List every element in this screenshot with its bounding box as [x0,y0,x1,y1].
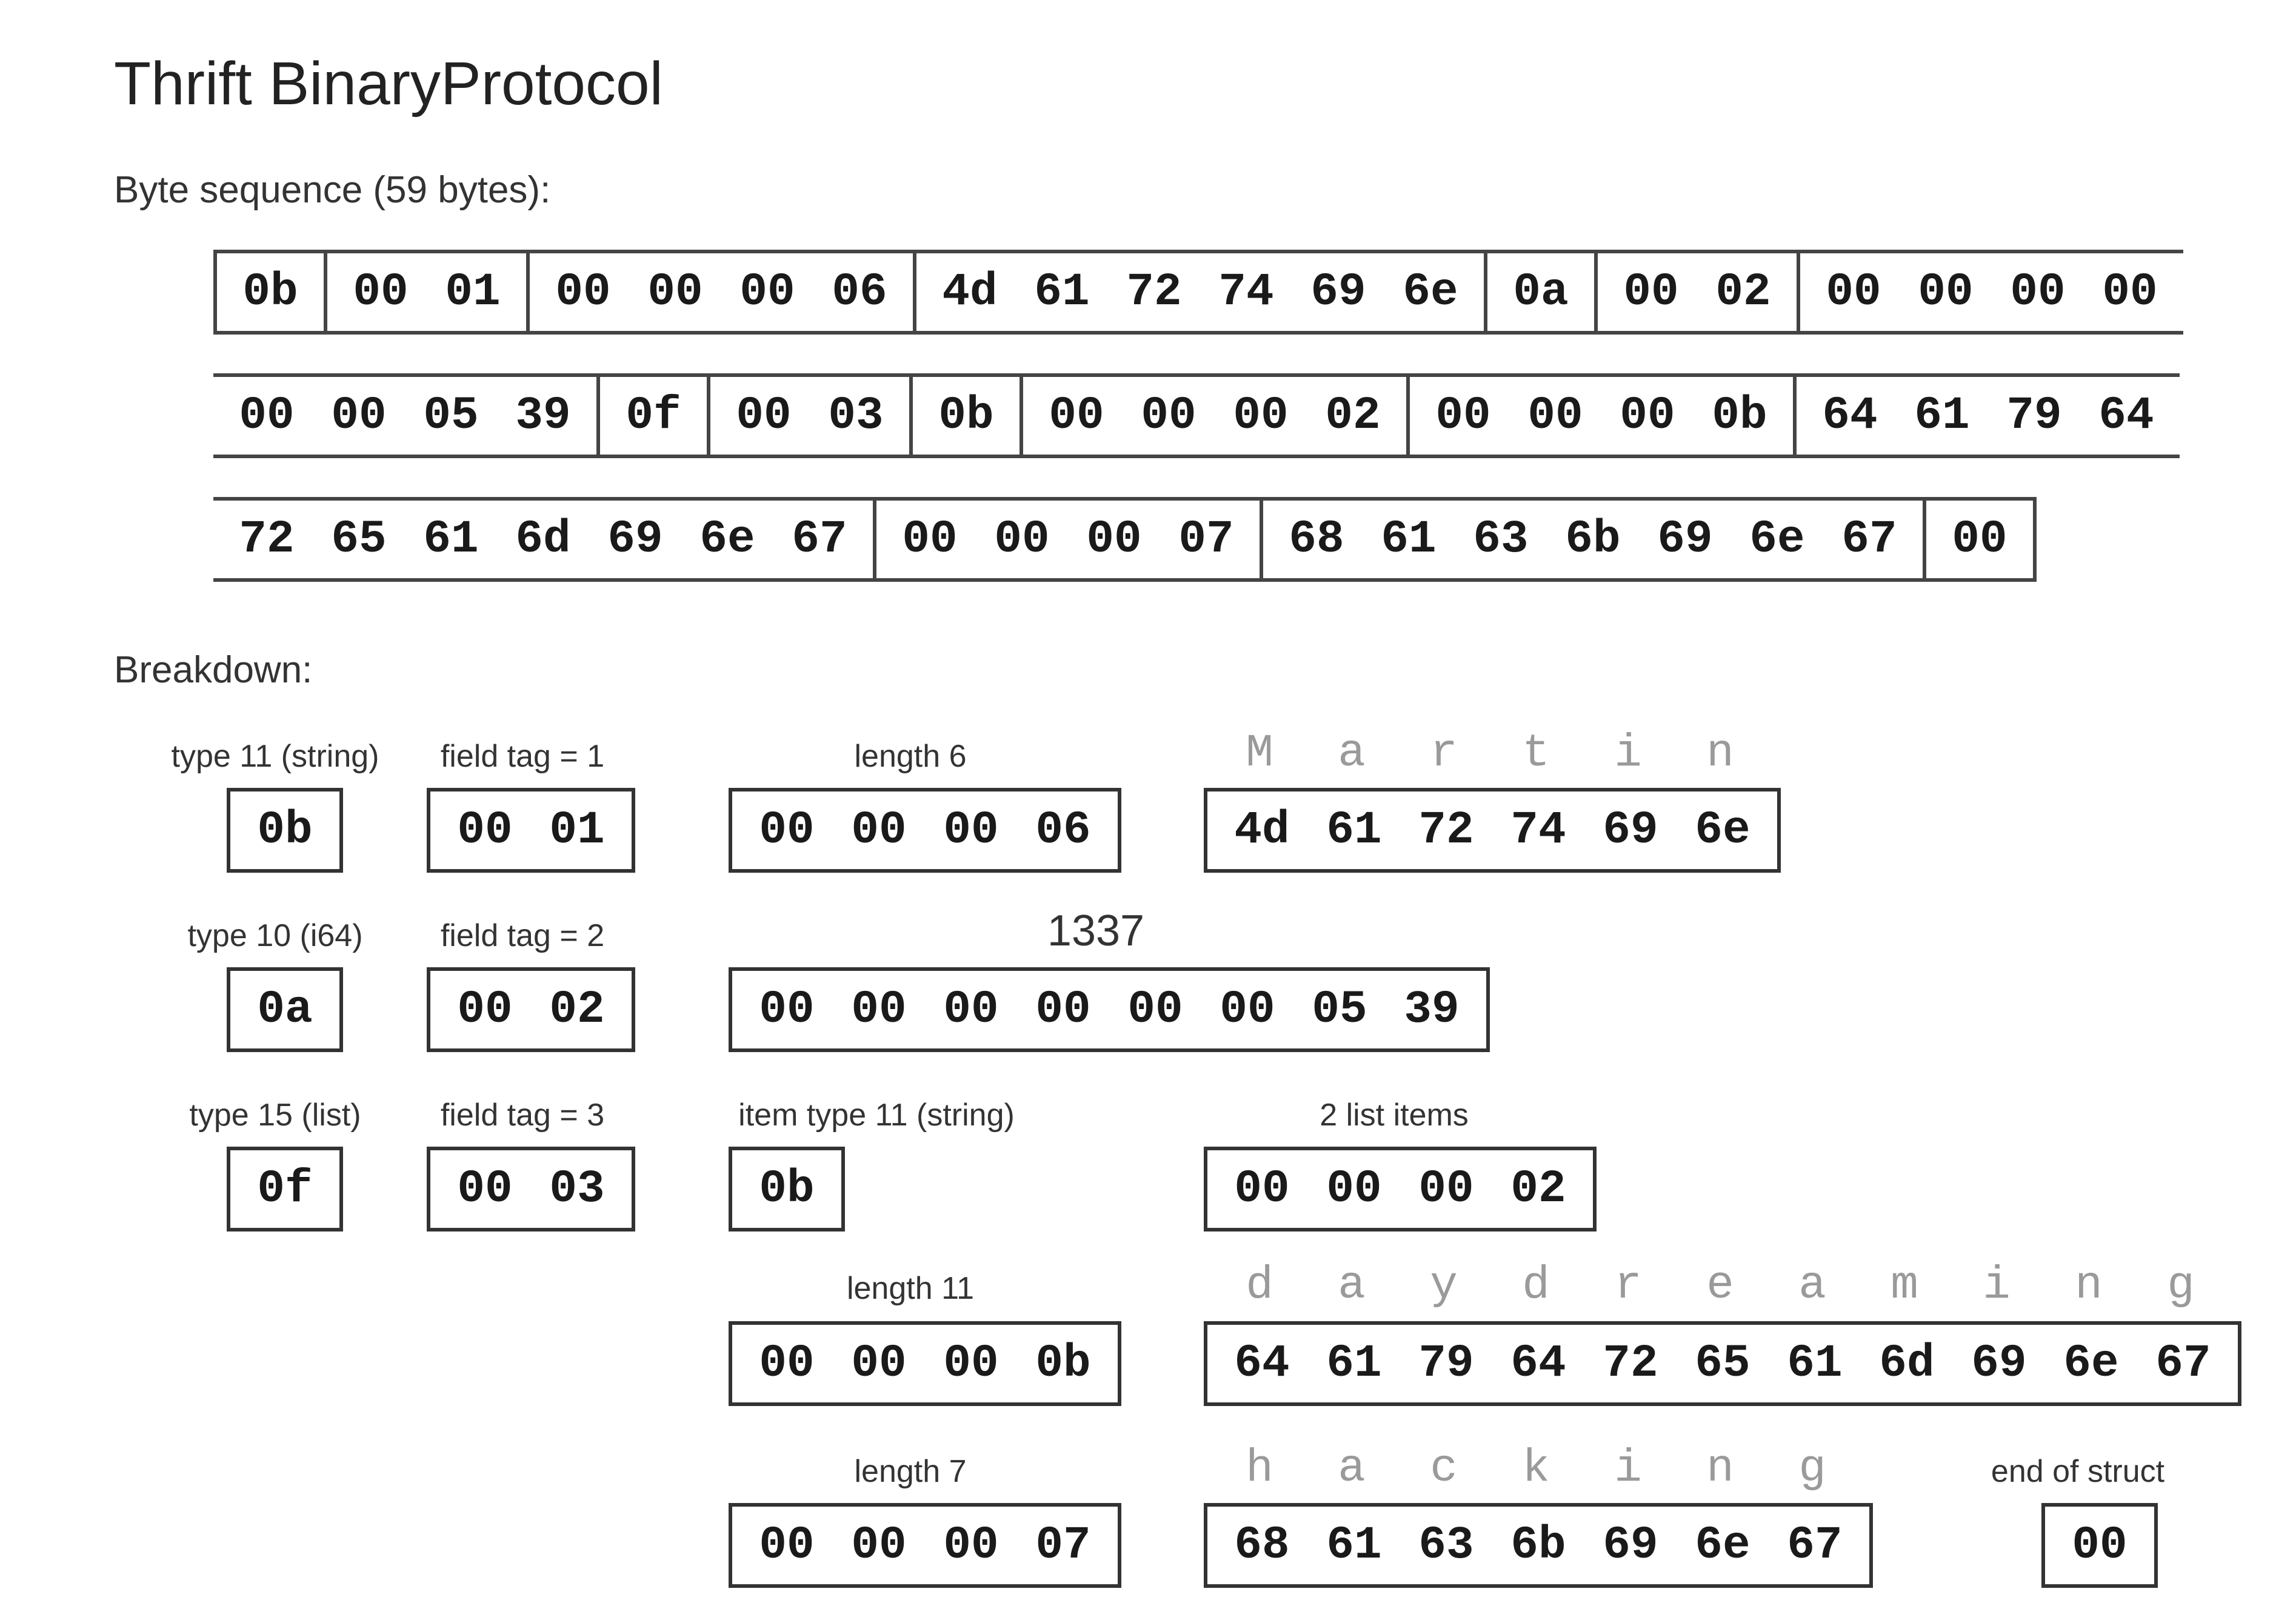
hex-byte: 00 [851,1519,907,1571]
hex-byte: 00 [943,1519,999,1571]
ascii-char: a [1798,1259,1826,1311]
hex-byte: 07 [1035,1519,1091,1571]
hex-byte: 00 [1918,266,1974,318]
hex-byte: 00 [759,1519,815,1571]
hex-byte: 00 [943,1338,999,1390]
string-bytes-martin [1204,788,1781,873]
hex-byte: 00 [1234,1163,1290,1215]
hex-byte: 00 [1952,513,2007,565]
hex-byte: 00 [1435,390,1491,442]
hex-byte: 79 [1418,1338,1474,1390]
hex-byte: 64 [2098,390,2154,442]
hex-byte: 00 [2072,1519,2127,1571]
hex-byte: 00 [555,266,611,318]
hex-byte: 00 [1049,390,1104,442]
hex-byte: 00 [1220,984,1275,1036]
string-bytes-hacking [1204,1503,1873,1588]
byte-row-2 [213,373,2180,458]
hex-byte: 07 [1178,513,1234,565]
hex-byte: 65 [331,513,387,565]
ascii-char: d [1246,1259,1273,1311]
hex-byte: 00 [851,984,907,1036]
hex-byte: 00 [647,266,703,318]
hex-byte: 6e [699,513,755,565]
ascii-char: n [2075,1259,2103,1311]
hex-byte: 01 [549,804,605,856]
hex-byte: 68 [1234,1519,1290,1571]
hex-byte: 61 [1381,513,1437,565]
hex-byte: 00 [239,390,295,442]
ascii-char: h [1246,1442,1273,1495]
hex-byte: 6b [1510,1519,1566,1571]
end-of-struct-box [2041,1503,2158,1588]
byte-group [873,501,1260,578]
hex-byte: 61 [423,513,479,565]
hex-byte: 4d [942,266,998,318]
hex-byte: 0b [938,390,994,442]
type-label-string: type 11 (string) [171,739,379,774]
byte-group [596,377,707,455]
hex-byte: 39 [515,390,571,442]
ascii-char: d [1522,1259,1550,1311]
hex-byte: 00 [1127,984,1183,1036]
byte-row-3 [213,497,2037,582]
hex-byte: 61 [1034,266,1090,318]
hex-byte: 6e [1749,513,1805,565]
hex-byte: 00 [1620,390,1675,442]
ascii-char: g [2167,1259,2195,1311]
ascii-char: a [1338,1259,1366,1311]
hex-byte: 02 [1325,390,1381,442]
hex-byte: 0a [257,984,313,1036]
hex-byte: 01 [445,266,501,318]
hex-byte: 67 [1787,1519,1843,1571]
ascii-char: a [1338,727,1366,779]
hex-byte: 69 [1603,804,1658,856]
type-byte-box [227,788,343,873]
hex-byte: 69 [607,513,663,565]
hex-byte: 00 [1623,266,1679,318]
hex-byte: 69 [1310,266,1366,318]
ascii-char: i [1614,727,1642,779]
hex-byte: 00 [759,1338,815,1390]
ascii-char: n [1706,727,1734,779]
byte-group [1594,253,1797,331]
type-byte-box-list [227,1147,343,1231]
length-label-6: length 6 [854,739,967,774]
hex-byte: 02 [549,984,605,1036]
byte-sequence-label: Byte sequence (59 bytes): [114,169,551,211]
hex-byte: 00 [2102,266,2158,318]
hex-byte: 68 [1289,513,1344,565]
hex-byte: 65 [1695,1338,1750,1390]
list-count-label: 2 list items [1320,1098,1469,1133]
ascii-char: M [1246,727,1273,779]
hex-byte: 00 [943,804,999,856]
hex-byte: 00 [1035,984,1091,1036]
hex-byte: 6d [1879,1338,1935,1390]
hex-byte: 02 [1715,266,1771,318]
hex-byte: 72 [1126,266,1182,318]
hex-byte: 69 [1603,1519,1658,1571]
hex-byte: 00 [457,1163,513,1215]
hex-byte: 0b [1035,1338,1091,1390]
hex-byte: 0b [257,804,313,856]
byte-row-1 [213,250,2183,335]
hex-byte: 74 [1218,266,1274,318]
hex-byte: 6d [515,513,571,565]
ascii-chars-hacking [1213,1442,1858,1495]
byte-group [1484,253,1594,331]
hex-byte: 00 [851,804,907,856]
hex-byte: 61 [1326,804,1382,856]
ascii-char: a [1338,1442,1366,1495]
hex-byte: 0b [242,266,298,318]
hex-byte: 00 [943,984,999,1036]
hex-byte: 69 [1971,1338,2027,1390]
hex-byte: 00 [1527,390,1583,442]
hex-byte: 6e [1403,266,1458,318]
hex-byte: 72 [239,513,295,565]
hex-byte: 00 [851,1338,907,1390]
hex-byte: 00 [994,513,1050,565]
hex-byte: 64 [1234,1338,1290,1390]
hex-byte: 05 [1312,984,1367,1036]
i64-value-box [729,967,1490,1052]
ascii-char: n [1706,1442,1734,1495]
hex-byte: 63 [1473,513,1529,565]
field-tag-label-3: field tag = 3 [440,1098,605,1133]
hex-byte: 6e [1695,1519,1750,1571]
hex-byte: 61 [1326,1519,1382,1571]
hex-byte: 00 [457,984,513,1036]
hex-byte: 0f [257,1163,313,1215]
hex-byte: 61 [1787,1338,1843,1390]
ascii-char: i [1614,1442,1642,1495]
byte-group [1797,253,2183,331]
hex-byte: 00 [331,390,387,442]
byte-group [1406,377,1793,455]
hex-byte: 69 [1657,513,1713,565]
hex-byte: 72 [1418,804,1474,856]
hex-byte: 00 [2010,266,2066,318]
hex-byte: 0b [759,1163,815,1215]
type-label-i64: type 10 (i64) [187,918,363,953]
hex-byte: 0f [626,390,681,442]
hex-byte: 64 [1510,1338,1566,1390]
field-tag-box-1 [427,788,635,873]
hex-byte: 00 [736,390,792,442]
hex-byte: 00 [739,266,795,318]
ascii-chars-daydreaming [1213,1259,2227,1311]
field-tag-label-2: field tag = 2 [440,918,605,953]
length-label-11: length 11 [846,1271,975,1306]
type-label-list: type 15 (list) [189,1098,361,1133]
hex-byte: 00 [353,266,409,318]
byte-group [213,253,324,331]
byte-group [324,253,526,331]
hex-byte: 00 [759,984,815,1036]
hex-byte: 64 [1822,390,1878,442]
ascii-char: y [1430,1259,1458,1311]
field-tag-box-2 [427,967,635,1052]
hex-byte: 0a [1513,266,1569,318]
ascii-char: k [1522,1442,1550,1495]
end-of-struct-label: end of struct [1991,1454,2165,1489]
hex-byte: 03 [549,1163,605,1215]
hex-byte: 00 [1326,1163,1382,1215]
i64-value-label: 1337 [1047,907,1145,955]
ascii-char: t [1522,727,1550,779]
hex-byte: 00 [457,804,513,856]
ascii-char: m [1891,1259,1918,1311]
hex-byte: 00 [1418,1163,1474,1215]
hex-byte: 00 [759,804,815,856]
hex-byte: 67 [792,513,847,565]
ascii-char: g [1798,1442,1826,1495]
hex-byte: 00 [1086,513,1142,565]
hex-byte: 74 [1510,804,1566,856]
byte-group [1793,377,2180,455]
byte-group [1923,501,2037,578]
hex-byte: 03 [828,390,884,442]
ascii-char: c [1430,1442,1458,1495]
item-type-box [729,1147,845,1231]
length-label-7: length 7 [854,1454,967,1489]
byte-group [213,501,873,578]
hex-byte: 61 [1326,1338,1382,1390]
field-tag-label-1: field tag = 1 [440,739,605,774]
hex-byte: 00 [902,513,958,565]
hex-byte: 67 [1841,513,1897,565]
hex-byte: 39 [1404,984,1460,1036]
byte-group [526,253,913,331]
hex-byte: 0b [1712,390,1767,442]
diagram-title: Thrift BinaryProtocol [114,50,663,118]
hex-byte: 6e [1695,804,1750,856]
hex-byte: 63 [1418,1519,1474,1571]
hex-byte: 00 [1233,390,1289,442]
byte-group [1020,377,1406,455]
hex-byte: 67 [2155,1338,2211,1390]
breakdown-label: Breakdown: [114,649,313,691]
hex-byte: 61 [1914,390,1970,442]
byte-group [913,253,1484,331]
list-count-box [1204,1147,1597,1231]
ascii-char: i [1983,1259,2011,1311]
ascii-char: r [1614,1259,1642,1311]
hex-byte: 05 [423,390,479,442]
ascii-chars-martin [1213,727,1766,779]
field-tag-box-3 [427,1147,635,1231]
ascii-char: r [1430,727,1458,779]
hex-byte: 06 [832,266,887,318]
byte-group [213,377,596,455]
ascii-char: e [1706,1259,1734,1311]
item-type-label: item type 11 (string) [738,1098,1015,1133]
hex-byte: 00 [1141,390,1196,442]
length-box-7 [729,1503,1121,1588]
type-byte-box-i64 [227,967,343,1052]
hex-byte: 79 [2006,390,2062,442]
hex-byte: 02 [1510,1163,1566,1215]
string-bytes-daydreaming [1204,1321,2241,1406]
length-box-6 [729,788,1121,873]
hex-byte: 4d [1234,804,1290,856]
length-box-11 [729,1321,1121,1406]
byte-group [707,377,909,455]
hex-byte: 00 [1826,266,1881,318]
byte-group [1260,501,1923,578]
hex-byte: 72 [1603,1338,1658,1390]
hex-byte: 06 [1035,804,1091,856]
hex-byte: 6b [1565,513,1621,565]
hex-byte: 6e [2063,1338,2119,1390]
byte-group [909,377,1020,455]
